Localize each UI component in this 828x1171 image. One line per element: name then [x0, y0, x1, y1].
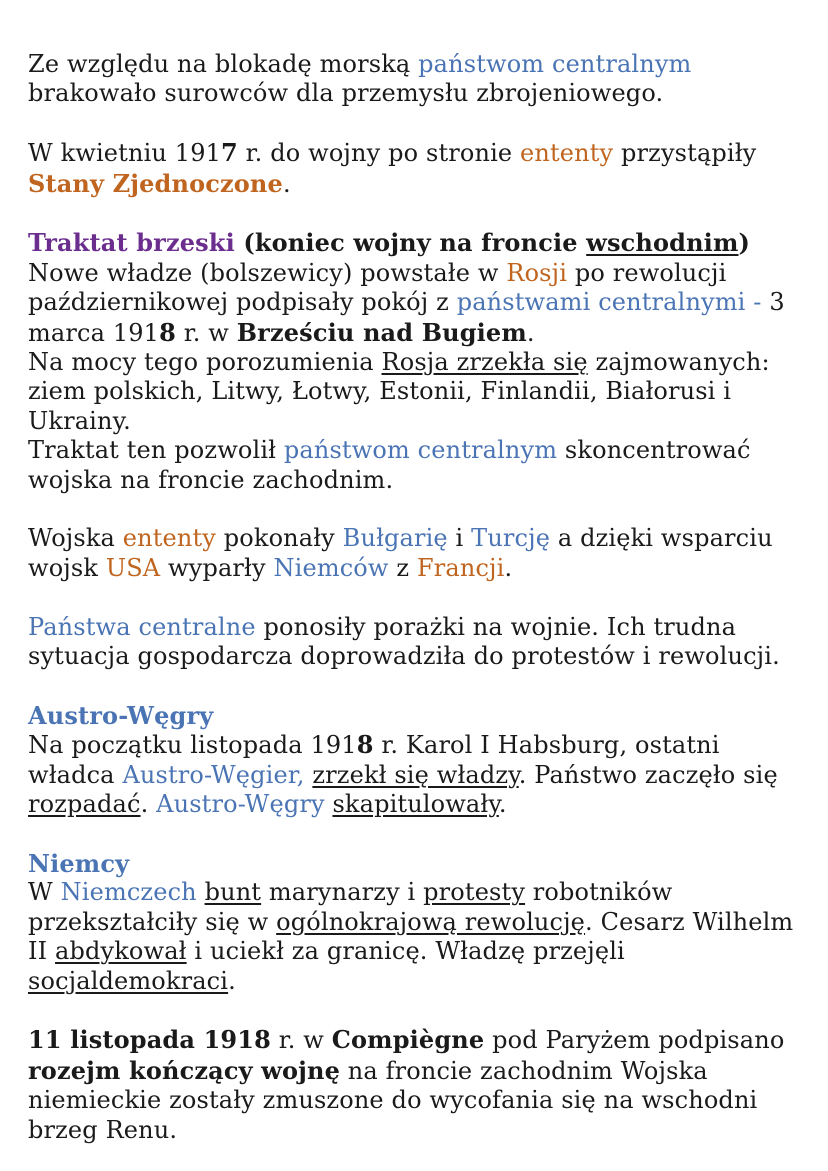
highlight-austria: Austro-Węgry	[156, 790, 325, 819]
section-brest-treaty	[28, 228, 808, 495]
text: i	[447, 524, 472, 553]
text: .	[228, 966, 236, 995]
section-heading-brest	[28, 228, 808, 258]
paragraph-usa-entry	[28, 138, 808, 199]
highlight-germany: Niemczech	[60, 878, 197, 907]
highlight-entente: ententy	[520, 139, 614, 168]
text: . Cesarz Wilhelm II	[28, 907, 794, 966]
bold-digit: 7	[221, 138, 238, 168]
underlined-phrase: rozpadać	[28, 790, 141, 819]
text: a dzięki wsparciu wojsk	[28, 524, 773, 582]
text: po rewolucji październikowej podpisały pokój z	[28, 258, 727, 317]
highlight-central-powers: państwami centralnymi -	[456, 288, 762, 317]
underlined-phrase: zrzekł się władzy	[312, 760, 519, 789]
highlight-central-powers: państwom centralnym	[418, 50, 692, 78]
highlight-central-powers: państwom centralnym	[283, 436, 558, 465]
text: .	[140, 790, 157, 819]
text: W	[28, 878, 61, 907]
bold-digit: 8	[159, 317, 176, 347]
text: pod Paryżem podpisano	[484, 1026, 785, 1055]
underlined-phrase: protesty	[423, 878, 526, 907]
text: i uciekł za granicę. Władzę przejęli	[186, 937, 625, 966]
highlight-entente: ententy	[122, 524, 216, 553]
text: skoncentrować wojska na froncie zachodnim.	[28, 436, 751, 494]
text	[197, 878, 205, 906]
text: Nowe władze (bolszewicy) powstałe w	[28, 258, 507, 287]
underlined-phrase: socjaldemokraci	[28, 966, 229, 995]
bold-date: 11 listopada 1918	[28, 1025, 271, 1055]
text: z	[388, 553, 417, 582]
paragraph-armistice	[28, 1025, 808, 1145]
text: .	[526, 318, 535, 347]
text: robotników przekształciły się w	[28, 878, 673, 936]
text: brakowało surowców dla przemysłu zbrojeniowego.	[28, 79, 664, 108]
highlight-usa: Stany Zjednoczone	[28, 168, 283, 198]
heading-title: Traktat brzeski	[28, 228, 235, 258]
paragraph-entente-victories	[28, 524, 808, 583]
text: przystąpiły	[613, 139, 757, 168]
underlined-phrase: bunt	[204, 878, 262, 907]
underlined-phrase: ogólnokrajową rewolucję	[276, 907, 586, 936]
text: zajmowanych: ziem polskich, Litwy, Łotwy, Estonii, Finlandii, Białorusi i Ukrainy.	[28, 348, 770, 435]
underlined-phrase: abdykował	[55, 937, 187, 966]
text: r. do wojny po stronie	[237, 139, 521, 168]
highlight-bulgaria: Bułgarię	[342, 524, 448, 553]
text: Na początku listopada 191	[28, 731, 357, 760]
highlight-france: Francji	[416, 553, 505, 582]
text: Wojska	[28, 524, 123, 553]
text: ponosiły porażki na wojnie. Ich trudna sytuacja gospodarcza doprowadziła do protestów i rewolucji.	[28, 612, 780, 671]
text: na froncie zachodnim Wojska niemieckie zostały zmuszone do wycofania się na wschodni brzeg Renu.	[28, 1056, 758, 1144]
text: .	[282, 169, 291, 198]
highlight-germans: Niemców	[273, 553, 389, 582]
bold-digit: 8	[356, 730, 374, 760]
text: W kwietniu 191	[28, 139, 222, 168]
paragraph-central-defeats	[28, 613, 808, 672]
text: 3 marca 191	[28, 288, 785, 347]
highlight-austria: Austro-Węgier,	[122, 760, 305, 789]
heading-subtitle-end: )	[738, 228, 751, 258]
section-germany	[28, 849, 808, 996]
text: marynarzy i	[261, 878, 424, 907]
heading-underlined: wschodnim	[586, 228, 739, 258]
paragraph-blockade	[28, 50, 808, 109]
text: Ze względu na blokadę morską	[28, 50, 419, 78]
heading-subtitle: (koniec wojny na froncie	[234, 228, 587, 258]
text: wyparły	[160, 553, 274, 582]
text: Traktat ten pozwolił	[28, 436, 284, 465]
bold-place: Brześciu nad Bugiem	[236, 317, 527, 347]
bold-place: Compiègne	[331, 1025, 485, 1055]
highlight-usa: USA	[105, 553, 161, 582]
underlined-phrase: Rosja zrzekła się	[381, 348, 588, 377]
text: r. w	[175, 318, 237, 347]
section-heading-austria: Austro-Węgry	[28, 700, 214, 730]
text: Na mocy tego porozumienia	[28, 348, 382, 377]
underlined-phrase: skapitulowały	[332, 790, 499, 819]
text: .	[498, 790, 507, 819]
text: pokonały	[216, 524, 343, 553]
text: .	[504, 553, 513, 582]
highlight-russia: Rosji	[506, 258, 568, 287]
text: . Państwo zaczęło się	[518, 760, 778, 789]
section-heading-germany: Niemcy	[28, 848, 130, 878]
bold-phrase: rozejm kończący wojnę	[28, 1055, 340, 1085]
section-austria-hungary	[28, 701, 808, 820]
text: r. Karol I Habsburg, ostatni władca	[28, 731, 720, 789]
highlight-turkey: Turcję	[471, 524, 551, 553]
text: r. w	[270, 1026, 332, 1055]
highlight-central-powers: Państwa centralne	[28, 612, 256, 641]
